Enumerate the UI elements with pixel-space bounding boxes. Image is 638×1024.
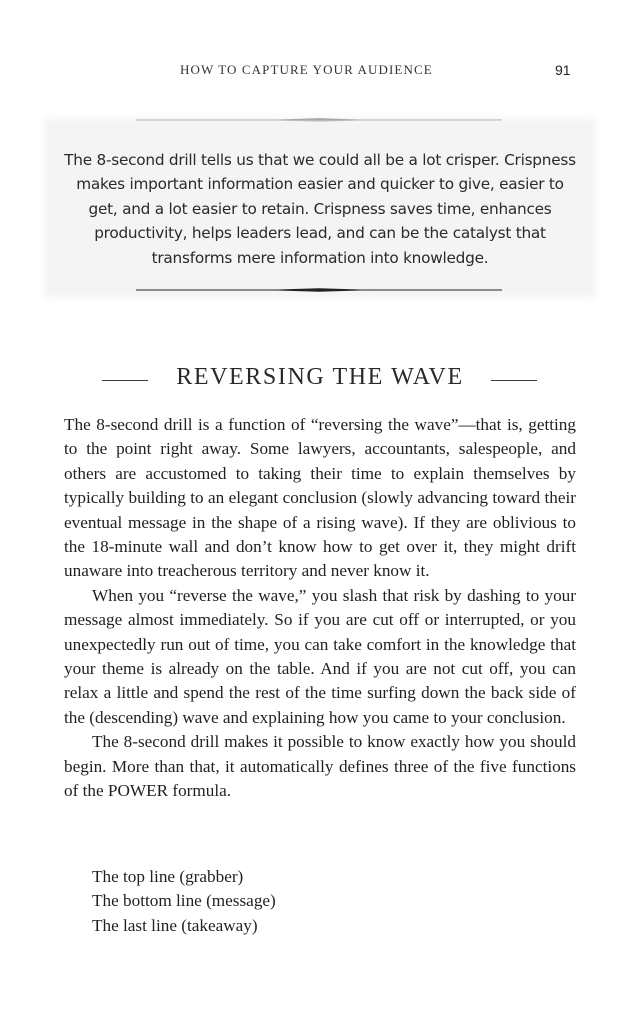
list-item: The top line (grabber) — [92, 867, 244, 886]
body-paragraph: The 8-second drill makes it possible to know exactly how you should begin. More than that, it automatically defines three of the five functions of the POWER formula. — [64, 732, 576, 801]
power-formula-list — [92, 865, 492, 938]
section-heading — [0, 364, 638, 398]
heading-left-rule — [102, 380, 148, 381]
running-head — [0, 62, 638, 82]
pull-quote-box — [50, 124, 590, 292]
callout-bottom-rule — [136, 287, 502, 293]
section-heading-text: REVERSING THE WAVE — [176, 364, 464, 390]
body-text — [64, 413, 576, 804]
list-item: The last line (takeaway) — [92, 915, 258, 935]
body-paragraph: When you “reverse the wave,” you slash that risk by dashing to your message almost immediately. So if you are cut off or interrupted, or you unexpectedly run out of time, you can take comfort in the knowledge that your theme is already on the table. And if you are not cut off, you can relax a little and spend the rest of the time surfing down the back side of the (descending) wave and explaining how you came to your conclusion. — [64, 585, 576, 727]
pull-quote-text: The 8-second drill tells us that we could all be a lot crisper. Crispness makes important information easier and quicker to give, easier to get, and a lot easier to retain. Crispness saves time, enhances productivity, helps leaders lead, and can be the catalyst that transforms mere information into knowledge. — [64, 151, 576, 267]
body-paragraph: The 8-second drill is a function of “reversing the wave”—that is, getting to the point right away. Some lawyers, accountants, salespeople, and others are accustomed to taking their time to explain themselves by typically building to an elegant conclusion (slowly advancing toward their eventual message in the shape of a rising wave). If they are oblivious to the 18-minute wall and don’t know how to get over it, they might drift unaware into treacherous territory and never know it. — [64, 415, 576, 581]
heading-right-rule — [491, 380, 537, 381]
running-title: HOW TO CAPTURE YOUR AUDIENCE — [180, 62, 433, 77]
callout-top-rule — [136, 117, 502, 123]
list-item: The bottom line (message) — [92, 891, 276, 911]
page-number: 91 — [555, 62, 571, 78]
